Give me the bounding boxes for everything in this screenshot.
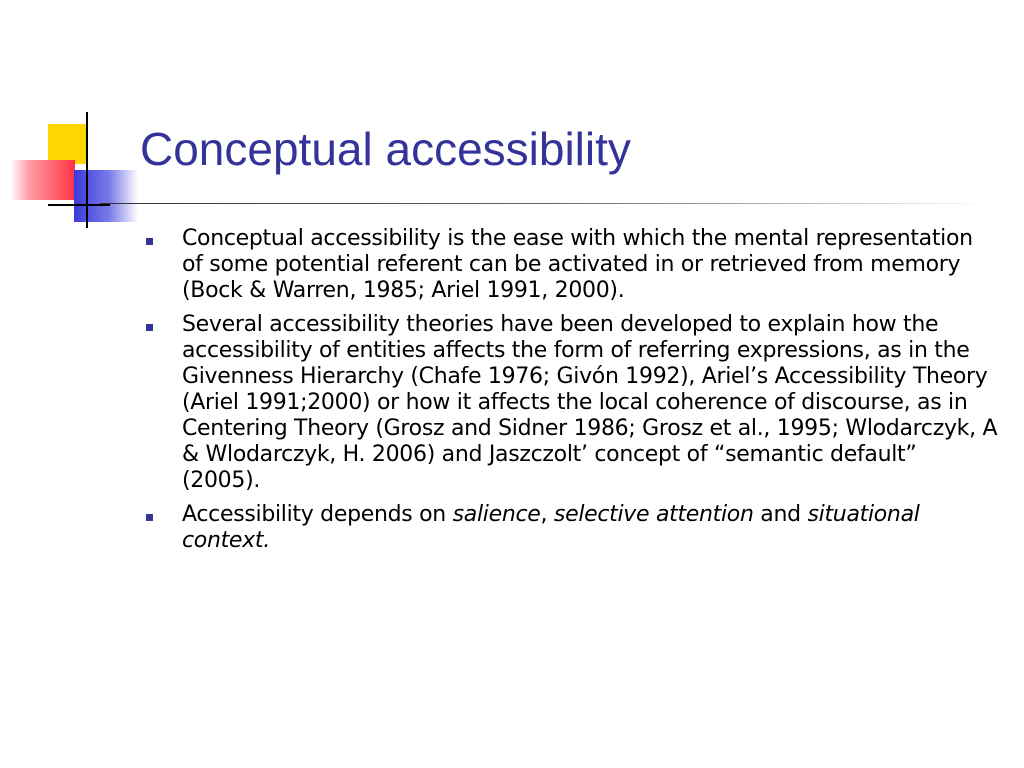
bullet-text-3-lead: Accessibility depends on [182,502,453,527]
bullet-square-icon [146,238,153,245]
logo-red-square [10,160,75,200]
term-situational-context: situational context. [182,502,920,553]
bullet-item-1 [140,226,1000,304]
bullet-item-2 [140,312,1000,494]
logo-blue-square [74,170,138,222]
bullet-text-3-sep: , [540,502,554,527]
term-selective-attention: selective attention [553,502,754,527]
term-salience: salience [452,502,541,527]
bullet-text-2: Several accessibility theories have been developed to explain how the accessibility of entities affects the form of referring expressions, as in the Givenness Hierarchy (Chafe 1976; Givón 1992), Ariel’s Accessibility Theory (Ariel 1991;2000) or how it affects the local coherence of discourse, as in Centering Theory (Grosz and Sidner 1986; Grosz et al., 1995; Wlodarczyk, A & Wlodarczyk, H. 2006) and Jaszczolt’ concept of “semantic default” (2005). [182,312,998,493]
bullet-square-icon [146,324,153,331]
bullet-text-3-and: and [753,502,808,527]
bullet-text-1: Conceptual accessibility is the ease with which the mental representation of some potential referent can be activated in or retrieved from memory (Bock & Warren, 1985; Ariel 1991, 2000). [182,226,973,303]
logo-vertical-line [86,112,88,228]
slide-title: Conceptual accessibility [140,123,631,175]
logo-yellow-square [48,124,88,164]
bullet-item-3 [140,502,1000,554]
logo-horizontal-line [48,204,110,206]
bullet-list [140,226,1000,562]
bullet-square-icon [146,514,153,521]
decorative-logo [0,0,150,240]
title-divider [100,203,990,204]
